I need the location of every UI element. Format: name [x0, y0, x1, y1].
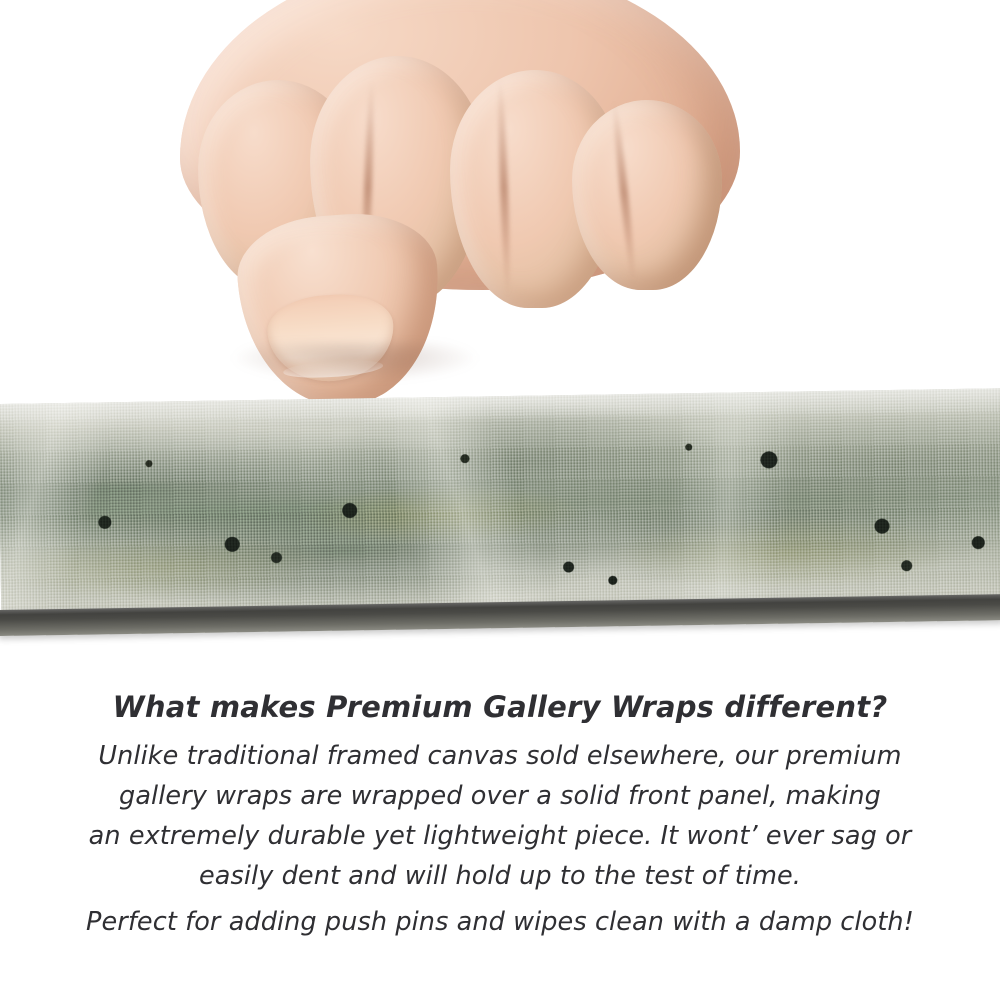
caption-line-1: Unlike traditional framed canvas sold elsewhere, our premium: [98, 741, 902, 771]
caption-line-2: gallery wraps are wrapped over a solid front panel, making: [119, 781, 881, 811]
canvas-wrap-edge: [0, 388, 1000, 622]
caption-line-4: easily dent and will hold up to the test of time.: [198, 861, 802, 891]
caption-line-3: an extremely durable yet lightweight piece. It wont’ ever sag or: [88, 821, 912, 851]
caption-headline: What makes Premium Gallery Wraps different?: [112, 690, 888, 724]
finger-pinky: [572, 100, 722, 290]
caption-line-5: Perfect for adding push pins and wipes clean with a damp cloth!: [85, 907, 914, 937]
caption-block: [0, 690, 1000, 942]
hand-illustration: [120, 0, 720, 430]
hand-shadow: [230, 342, 480, 382]
